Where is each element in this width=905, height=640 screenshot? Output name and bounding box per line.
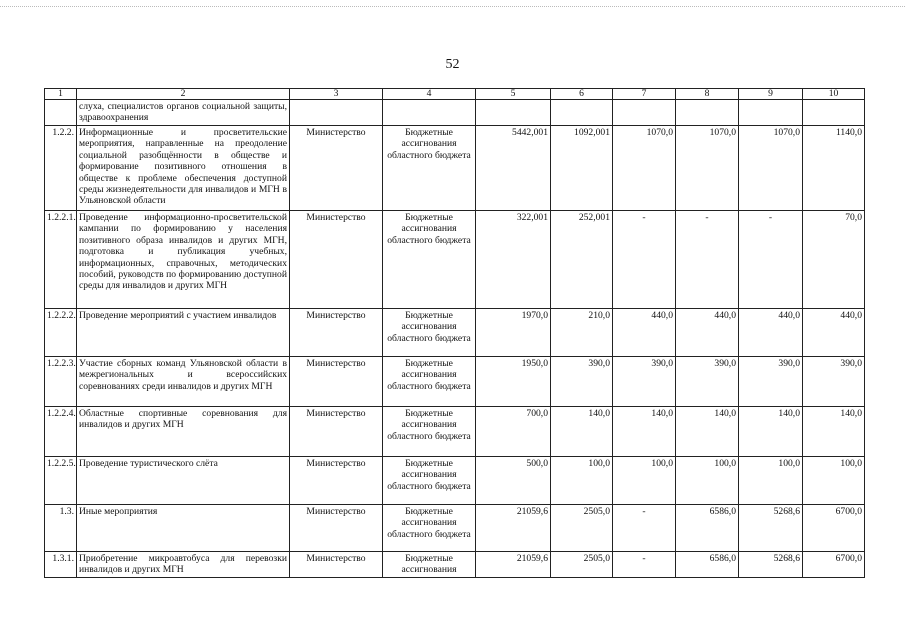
row-source: Бюджетные ассигнования областного бюджета <box>383 357 476 407</box>
row-value-col9: 1070,0 <box>739 126 803 211</box>
row-name: Информационные и просветительские мероприятия, направленные на преодоление социальной разобщённости в обществе и формирование позитивного отношения в обществе к проблеме обеспечения доступной среды жизнедеятельности для инвалидов и МГН в Ульяновской области <box>77 126 290 211</box>
table-row <box>45 100 865 126</box>
header-cell: 8 <box>676 89 739 100</box>
header-cell: 1 <box>45 89 77 100</box>
row-source: Бюджетные ассигнования областного бюджета <box>383 457 476 505</box>
header-cell: 3 <box>290 89 383 100</box>
row-value-col5: 500,0 <box>476 457 551 505</box>
table-row <box>45 309 865 357</box>
row-code: 1.3.1. <box>45 552 77 578</box>
row-value-col8: 6586,0 <box>676 552 739 578</box>
row-value-col8: 140,0 <box>676 407 739 457</box>
row-value-col7: 140,0 <box>613 407 676 457</box>
table-row <box>45 457 865 505</box>
row-value-col6: 1092,001 <box>551 126 613 211</box>
row-value-col7: - <box>613 552 676 578</box>
header-cell: 6 <box>551 89 613 100</box>
table-row <box>45 211 865 309</box>
scan-edge-line <box>0 6 905 7</box>
row-name: Областные спортивные соревнования для инвалидов и других МГН <box>77 407 290 457</box>
row-value-col7: 100,0 <box>613 457 676 505</box>
row-value-col6 <box>551 100 613 126</box>
row-executor: Министерство <box>290 552 383 578</box>
row-value-col7: 440,0 <box>613 309 676 357</box>
row-value-col9: 390,0 <box>739 357 803 407</box>
row-executor: Министерство <box>290 407 383 457</box>
row-value-col5 <box>476 100 551 126</box>
row-value-col10: 440,0 <box>803 309 865 357</box>
row-executor: Министерство <box>290 357 383 407</box>
row-value-col6: 140,0 <box>551 407 613 457</box>
row-value-col7 <box>613 100 676 126</box>
row-value-col10: 70,0 <box>803 211 865 309</box>
page-number: 52 <box>445 57 460 72</box>
table-row <box>45 126 865 211</box>
row-executor: Министерство <box>290 211 383 309</box>
table-row <box>45 505 865 552</box>
row-value-col8: 390,0 <box>676 357 739 407</box>
header-cell: 5 <box>476 89 551 100</box>
row-value-col5: 21059,6 <box>476 505 551 552</box>
row-value-col9: 140,0 <box>739 407 803 457</box>
row-value-col9: 440,0 <box>739 309 803 357</box>
row-value-col5: 700,0 <box>476 407 551 457</box>
row-code: 1.2.2.4. <box>45 407 77 457</box>
row-value-col9: 5268,6 <box>739 552 803 578</box>
row-source: Бюджетные ассигнования областного бюджета <box>383 407 476 457</box>
row-value-col8: 6586,0 <box>676 505 739 552</box>
row-name: слуха, специалистов органов социальной защиты, здравоохранения <box>77 100 290 126</box>
row-value-col5: 1950,0 <box>476 357 551 407</box>
row-value-col6: 2505,0 <box>551 505 613 552</box>
table-row <box>45 357 865 407</box>
row-value-col8: 440,0 <box>676 309 739 357</box>
row-value-col6: 100,0 <box>551 457 613 505</box>
row-value-col7: - <box>613 505 676 552</box>
row-value-col9: - <box>739 211 803 309</box>
row-value-col10: 6700,0 <box>803 505 865 552</box>
row-executor: Министерство <box>290 126 383 211</box>
row-source: Бюджетные ассигнования областного бюджета <box>383 211 476 309</box>
row-value-col6: 210,0 <box>551 309 613 357</box>
row-code: 1.3. <box>45 505 77 552</box>
row-code: 1.2.2.1. <box>45 211 77 309</box>
row-value-col10 <box>803 100 865 126</box>
row-code <box>45 100 77 126</box>
table-row <box>45 407 865 457</box>
row-value-col8: 100,0 <box>676 457 739 505</box>
row-value-col6: 252,001 <box>551 211 613 309</box>
row-source <box>383 100 476 126</box>
row-executor <box>290 100 383 126</box>
row-value-col7: 390,0 <box>613 357 676 407</box>
row-name: Приобретение микроавтобуса для перевозки инвалидов и других МГН <box>77 552 290 578</box>
row-value-col9: 5268,6 <box>739 505 803 552</box>
row-value-col9: 100,0 <box>739 457 803 505</box>
row-value-col7: 1070,0 <box>613 126 676 211</box>
row-value-col10: 390,0 <box>803 357 865 407</box>
row-value-col5: 21059,6 <box>476 552 551 578</box>
header-cell: 4 <box>383 89 476 100</box>
header-cell: 7 <box>613 89 676 100</box>
row-code: 1.2.2. <box>45 126 77 211</box>
row-value-col5: 5442,001 <box>476 126 551 211</box>
row-value-col6: 390,0 <box>551 357 613 407</box>
budget-table <box>44 88 865 578</box>
table-header-row <box>45 89 865 100</box>
header-cell: 9 <box>739 89 803 100</box>
row-value-col6: 2505,0 <box>551 552 613 578</box>
row-value-col9 <box>739 100 803 126</box>
row-value-col8: - <box>676 211 739 309</box>
header-cell: 10 <box>803 89 865 100</box>
row-name: Проведение туристического слёта <box>77 457 290 505</box>
row-name: Участие сборных команд Ульяновской области в межрегиональных и всероссийских соревнованиях среди инвалидов и других МГН <box>77 357 290 407</box>
table-row <box>45 552 865 578</box>
row-value-col8 <box>676 100 739 126</box>
row-executor: Министерство <box>290 505 383 552</box>
row-source: Бюджетные ассигнования <box>383 552 476 578</box>
row-value-col8: 1070,0 <box>676 126 739 211</box>
row-executor: Министерство <box>290 309 383 357</box>
row-source: Бюджетные ассигнования областного бюджета <box>383 309 476 357</box>
row-executor: Министерство <box>290 457 383 505</box>
header-cell: 2 <box>77 89 290 100</box>
row-value-col5: 322,001 <box>476 211 551 309</box>
row-code: 1.2.2.3. <box>45 357 77 407</box>
row-source: Бюджетные ассигнования областного бюджета <box>383 126 476 211</box>
row-value-col10: 100,0 <box>803 457 865 505</box>
row-name: Иные мероприятия <box>77 505 290 552</box>
row-value-col7: - <box>613 211 676 309</box>
row-name: Проведение информационно-просветительской кампании по формированию у населения позитивного образа инвалидов и других МГН, подготовка и публикация учебных, информационных, справочных, методических пособий, руководств по формированию доступной среды для инвалидов и других МГН <box>77 211 290 309</box>
row-code: 1.2.2.5. <box>45 457 77 505</box>
row-value-col10: 6700,0 <box>803 552 865 578</box>
row-value-col10: 1140,0 <box>803 126 865 211</box>
row-name: Проведение мероприятий с участием инвалидов <box>77 309 290 357</box>
row-value-col5: 1970,0 <box>476 309 551 357</box>
row-value-col10: 140,0 <box>803 407 865 457</box>
row-code: 1.2.2.2. <box>45 309 77 357</box>
row-source: Бюджетные ассигнования областного бюджета <box>383 505 476 552</box>
